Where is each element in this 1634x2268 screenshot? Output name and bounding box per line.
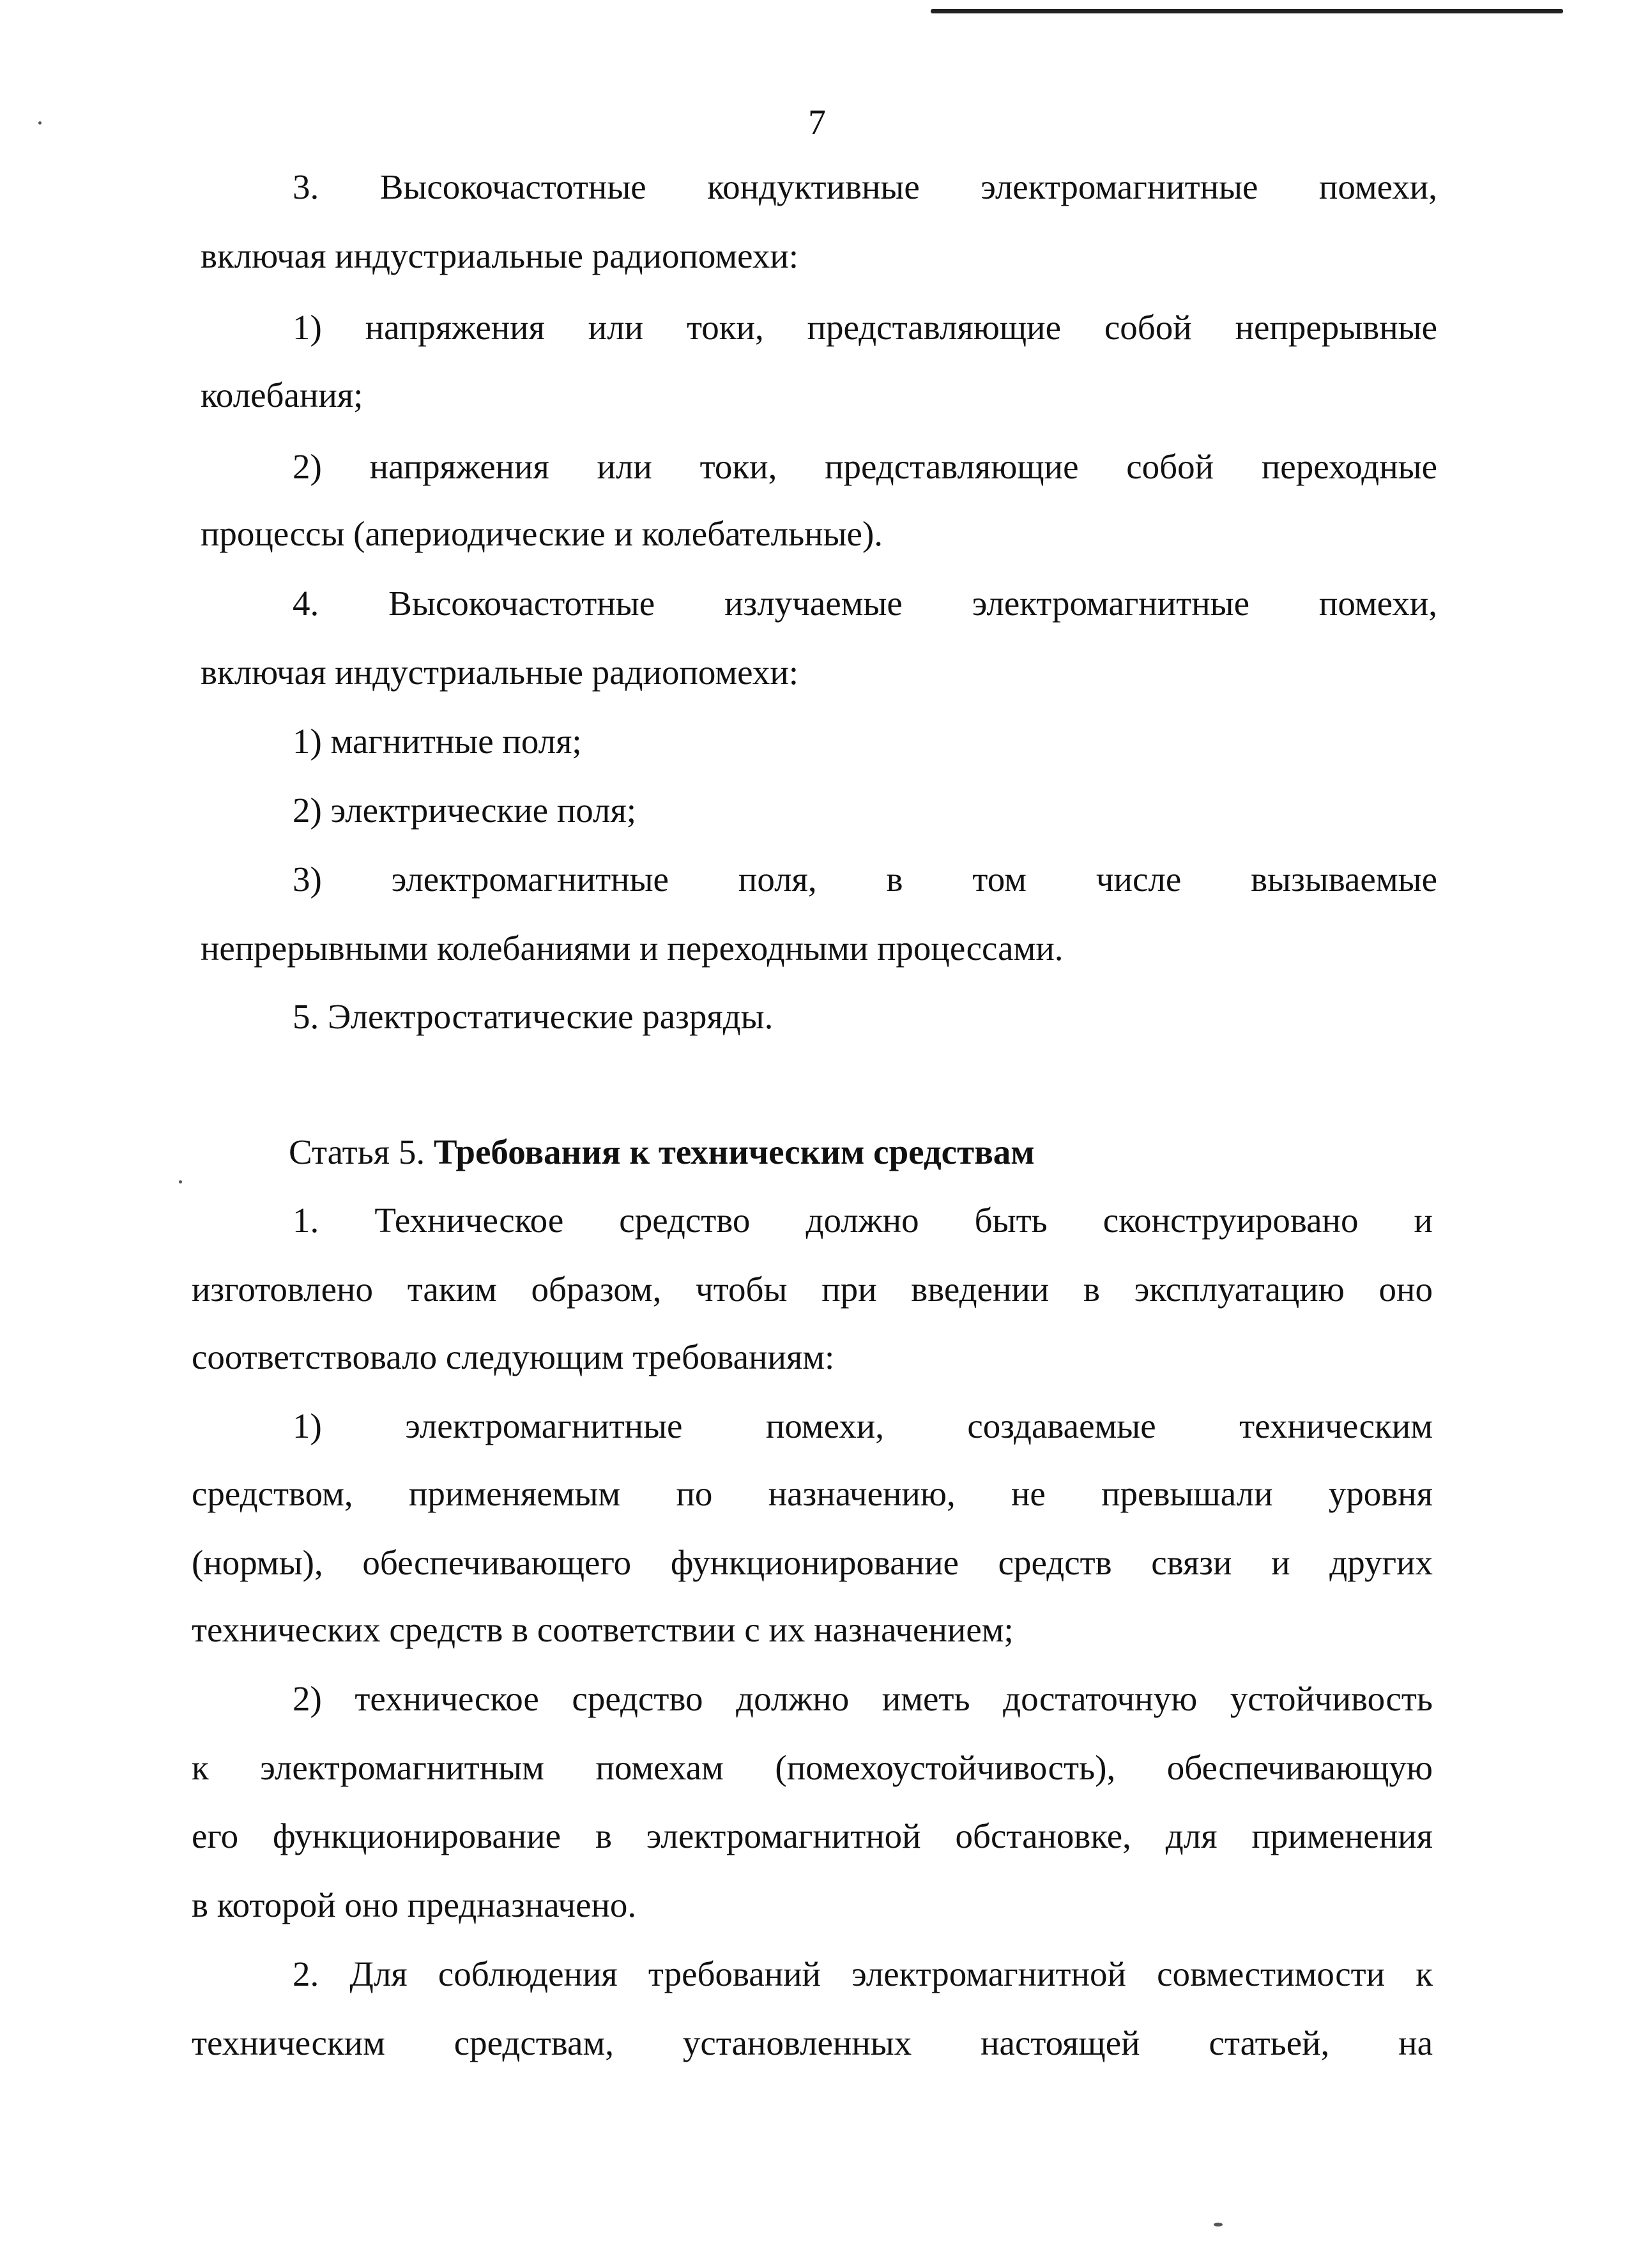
text-line: колебания;	[201, 376, 363, 415]
scan-speck	[38, 121, 42, 125]
text-line: процессы (апериодические и колебательные).	[201, 514, 883, 553]
top-scan-rule	[931, 9, 1563, 13]
text-line: 2) техническое средство должно иметь достаточную устойчивость	[293, 1679, 1433, 1718]
text-line: 4. Высокочастотные излучаемые электромагнитные помехи,	[293, 584, 1437, 623]
text-line: 5. Электростатические разряды.	[293, 997, 774, 1036]
text-line: (нормы), обеспечивающего функционирование средств связи и других	[192, 1543, 1433, 1582]
text-line: соответствовало следующим требованиям:	[192, 1337, 835, 1376]
text-line: 1) магнитные поля;	[293, 722, 582, 761]
text-line: 3) электромагнитные поля, в том числе вызываемые	[293, 860, 1437, 899]
text-line: 2) электрические поля;	[293, 791, 637, 830]
scan-speck	[1214, 2223, 1223, 2226]
text-line: в которой оно предназначено.	[192, 1885, 637, 1924]
scan-speck	[179, 1180, 182, 1183]
text-line: 2. Для соблюдения требований электромагнитной совместимости к	[293, 1954, 1433, 1993]
text-line: непрерывными колебаниями и переходными процессами.	[201, 929, 1064, 968]
article-number: Статья 5.	[289, 1132, 434, 1171]
article-heading	[289, 1130, 1035, 1175]
text-line: 1. Техническое средство должно быть сконструировано и	[293, 1201, 1433, 1240]
text-line: его функционирование в электромагнитной обстановке, для применения	[192, 1816, 1433, 1855]
text-line: к электромагнитным помехам (помехоустойчивость), обеспечивающую	[192, 1748, 1433, 1787]
text-line: 2) напряжения или токи, представляющие собой переходные	[293, 447, 1437, 486]
text-line: изготовлено таким образом, чтобы при введении в эксплуатацию оно	[192, 1270, 1433, 1309]
text-line: технических средств в соответствии с их назначением;	[192, 1610, 1014, 1649]
text-line: включая индустриальные радиопомехи:	[201, 236, 799, 275]
page-number: 7	[808, 103, 826, 142]
text-line: техническим средствам, установленных настоящей статьей, на	[192, 2023, 1433, 2062]
article-title: Требования к техническим средствам	[433, 1132, 1035, 1171]
text-line: 1) электромагнитные помехи, создаваемые техническим	[293, 1406, 1433, 1445]
text-line: 1) напряжения или токи, представляющие собой непрерывные	[293, 308, 1437, 347]
text-line: 3. Высокочастотные кондуктивные электромагнитные помехи,	[293, 167, 1437, 206]
text-line: средством, применяемым по назначению, не превышали уровня	[192, 1474, 1433, 1513]
text-line: включая индустриальные радиопомехи:	[201, 653, 799, 692]
